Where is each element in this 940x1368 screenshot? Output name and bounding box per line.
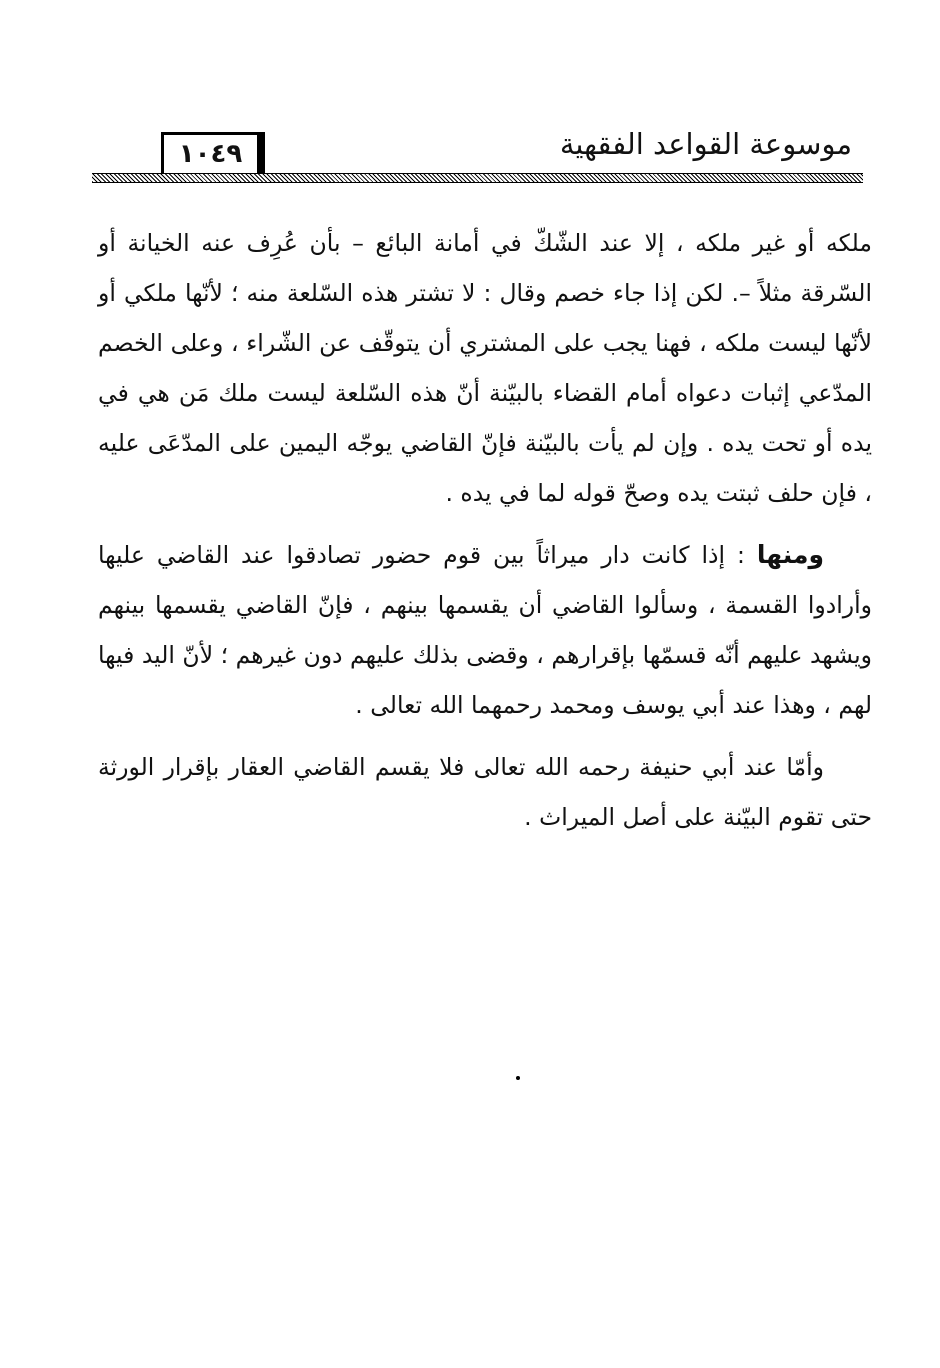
body-text [98,218,872,842]
header-rule [92,173,863,183]
paragraph-1-text: ملكه أو غير ملكه ، إلا عند الشّكّ في أمانة البائع – بأن عُرِف عنه الخيانة أو السّرقة مثلاً –. لكن إذا جاء خصم وقال : لا تشتر هذه السّلعة منه ؛ لأنّها ملكي أو لأنّها ليست ملكه ، فهنا يجب على المشتري أن يتوقّف عن الشّراء ، وعلى الخصم المدّعي إثبات دعواه أمام القضاء بالبيّنة أنّ هذه السّلعة ليست ملك مَن هي في يده أو تحت يده . وإن لم يأت بالبيّنة فإنّ القاضي يوجّه اليمين على المدّعَى عليه ، فإن حلف ثبتت يده وصحّ قوله لما في يده . [98,229,872,507]
page-number-box [161,132,265,176]
paragraph-3-text: وأمّا عند أبي حنيفة رحمه الله تعالى فلا يقسم القاضي العقار بإقرار الورثة حتى تقوم البيّنة على أصل الميراث . [98,753,872,831]
paragraph-2-text: : إذا كانت دار ميراثاً بين قوم حضور تصادقوا عند القاضي عليها وأرادوا القسمة ، وسألوا القاضي أن يقسمها بينهم ، فإنّ القاضي يقسمها بينهم ويشهد عليهم أنّه قسمّها بإقرارهم ، وقضى بذلك عليهم دون غيرهم ؛ لأنّ اليد فيها لهم ، وهذا عند أبي يوسف ومحمد رحمهما الله تعالى . [98,541,872,719]
page-number: ١٠٤٩ [178,139,243,169]
paragraph-2 [98,530,872,730]
paragraph-2-lead-word: ومنها [756,540,824,569]
book-title: موسوعة القواعد الفقهية [559,127,852,161]
paragraph-3 [98,742,872,842]
paragraph-1 [98,218,872,518]
stray-dot [516,1076,520,1080]
